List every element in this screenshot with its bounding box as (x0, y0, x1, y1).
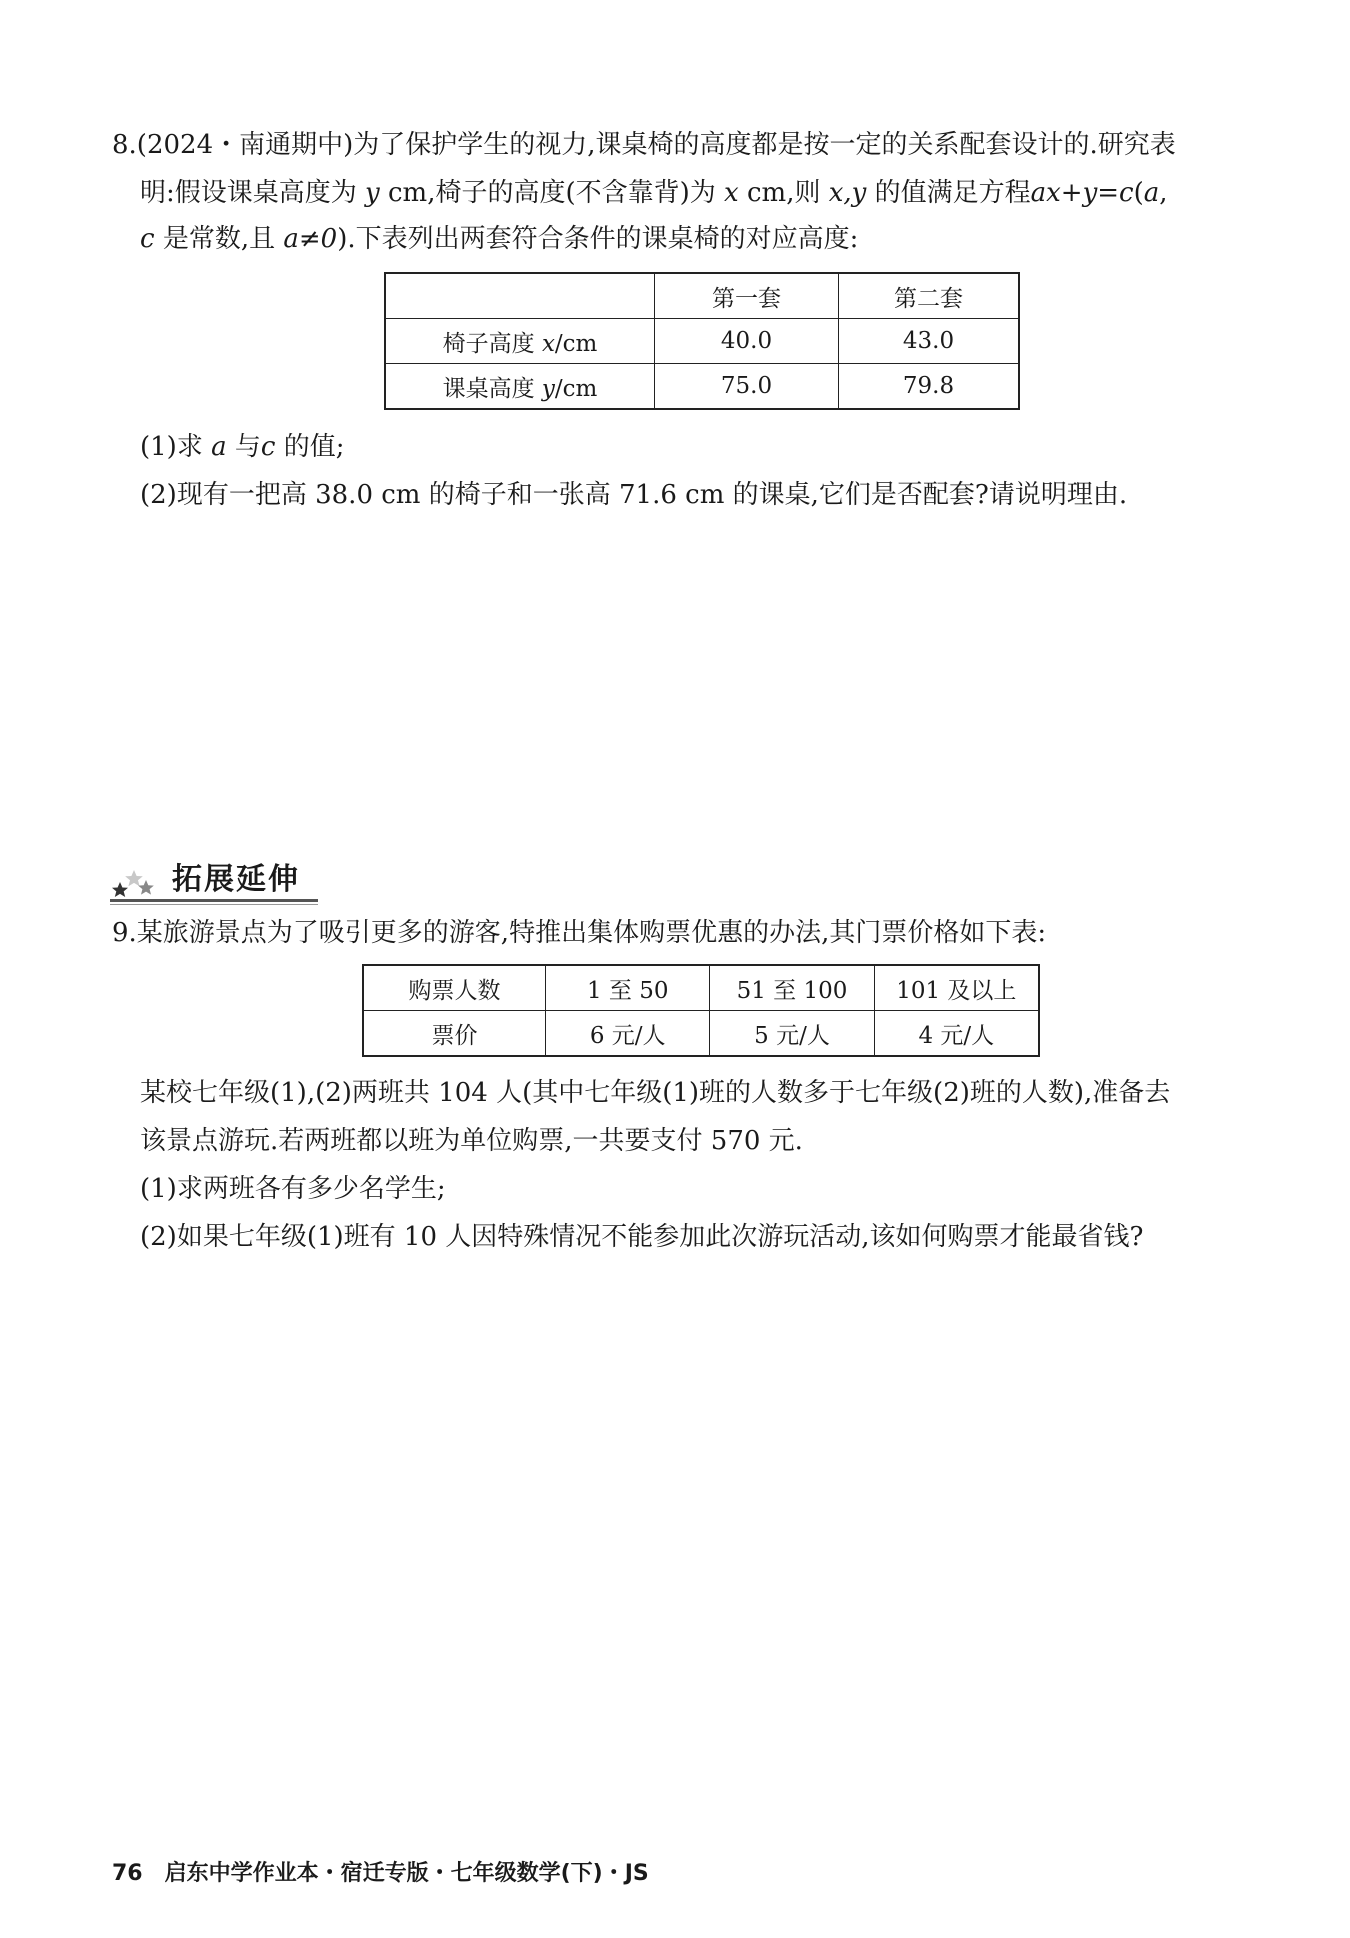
q8-text: 明:假设课桌高度为 (140, 178, 366, 208)
row-label (385, 319, 655, 364)
q9-paragraph-line-1: 某校七年级(1),(2)两班共 104 人(其中七年级(1)班的人数多于七年级(2)班的人数),准备去 (140, 1078, 1171, 1108)
table-cell: 4 元/人 (874, 1011, 1039, 1057)
label-text: 椅子高度 (442, 330, 542, 357)
book-title: 启东中学作业本・宿迁专版・七年级数学(下)・JS (164, 1861, 649, 1886)
q8-text: ).下表列出两套符合条件的课桌椅的对应高度: (337, 224, 859, 254)
table-cell: 购票人数 (363, 965, 546, 1011)
table-cell: 5 元/人 (710, 1011, 874, 1057)
table-cell: 101 及以上 (874, 965, 1039, 1011)
section-underline-thin (110, 904, 318, 905)
q8-subquestion-2: (2)现有一把高 38.0 cm 的椅子和一张高 71.6 cm 的课桌,它们是否配套?请说明理由. (140, 480, 1128, 510)
table-cell: 43.0 (839, 319, 1020, 364)
row-label (385, 364, 655, 410)
label-var: x (541, 330, 555, 357)
section-underline (110, 899, 318, 902)
q8-text: 是常数,且 (154, 224, 284, 254)
q8-line-1: 8.(2024・南通期中)为了保护学生的视力,课桌椅的高度都是按一定的关系配套设计的.研究表 (112, 130, 1176, 160)
q8-text: cm,则 (738, 178, 829, 208)
q8-text: cm,椅子的高度(不含靠背)为 (379, 178, 725, 208)
var-a: a (211, 432, 227, 462)
desk-chair-table (384, 272, 1020, 410)
table-cell: 1 至 50 (546, 965, 710, 1011)
q9-subquestion-2: (2)如果七年级(1)班有 10 人因特殊情况不能参加此次游玩活动,该如何购票才能最省钱? (140, 1222, 1144, 1252)
stars-icon (110, 868, 172, 900)
q8-text: (1)求 (140, 432, 212, 462)
var-x: x (724, 178, 739, 208)
label-text: 课桌高度 (442, 375, 542, 402)
q8-line-2 (140, 176, 1168, 210)
table-row (385, 319, 1019, 364)
q8-text: 与 (226, 432, 261, 462)
q9-line-1: 9.某旅游景点为了吸引更多的游客,特推出集体购票优惠的办法,其门票价格如下表: (112, 918, 1047, 948)
table-header-cell: 第二套 (839, 273, 1020, 319)
label-unit: /cm (554, 330, 598, 357)
var-xy: x,y (828, 178, 867, 208)
section-header (110, 862, 320, 902)
table-row (363, 965, 1039, 1011)
table-cell: 51 至 100 (710, 965, 874, 1011)
section-title: 拓展延伸 (172, 862, 300, 897)
table-cell: 票价 (363, 1011, 546, 1057)
var-a: a (1143, 178, 1160, 208)
label-unit: /cm (554, 375, 598, 402)
var-c: c (260, 432, 276, 462)
q9-subquestion-1: (1)求两班各有多少名学生; (140, 1174, 446, 1204)
table-header-cell (385, 273, 655, 319)
table-cell: 40.0 (655, 319, 839, 364)
table-header-row (385, 273, 1019, 319)
table-cell: 6 元/人 (546, 1011, 710, 1057)
q8-subquestion-1 (140, 430, 344, 464)
table-header-cell: 第一套 (655, 273, 839, 319)
label-var: y (541, 375, 555, 402)
table-cell: 75.0 (655, 364, 839, 410)
var-y: y (365, 178, 380, 208)
q8-text: 的值; (275, 432, 345, 462)
q9-paragraph-line-2: 该景点游玩.若两班都以班为单位购票,一共要支付 570 元. (140, 1126, 803, 1156)
table-row (385, 364, 1019, 410)
var-c: c (140, 224, 155, 254)
q8-line-3 (140, 222, 858, 256)
equation: ax+y=c (1030, 178, 1134, 208)
page-footer (112, 1856, 649, 1887)
q8-text: 的值满足方程 (866, 178, 1031, 208)
page-number: 76 (112, 1861, 143, 1886)
q8-text: , (1159, 178, 1168, 208)
table-cell: 79.8 (839, 364, 1020, 410)
table-row (363, 1011, 1039, 1057)
condition: a≠0 (283, 224, 338, 254)
q8-text: ( (1133, 178, 1144, 208)
ticket-price-table (362, 964, 1040, 1057)
